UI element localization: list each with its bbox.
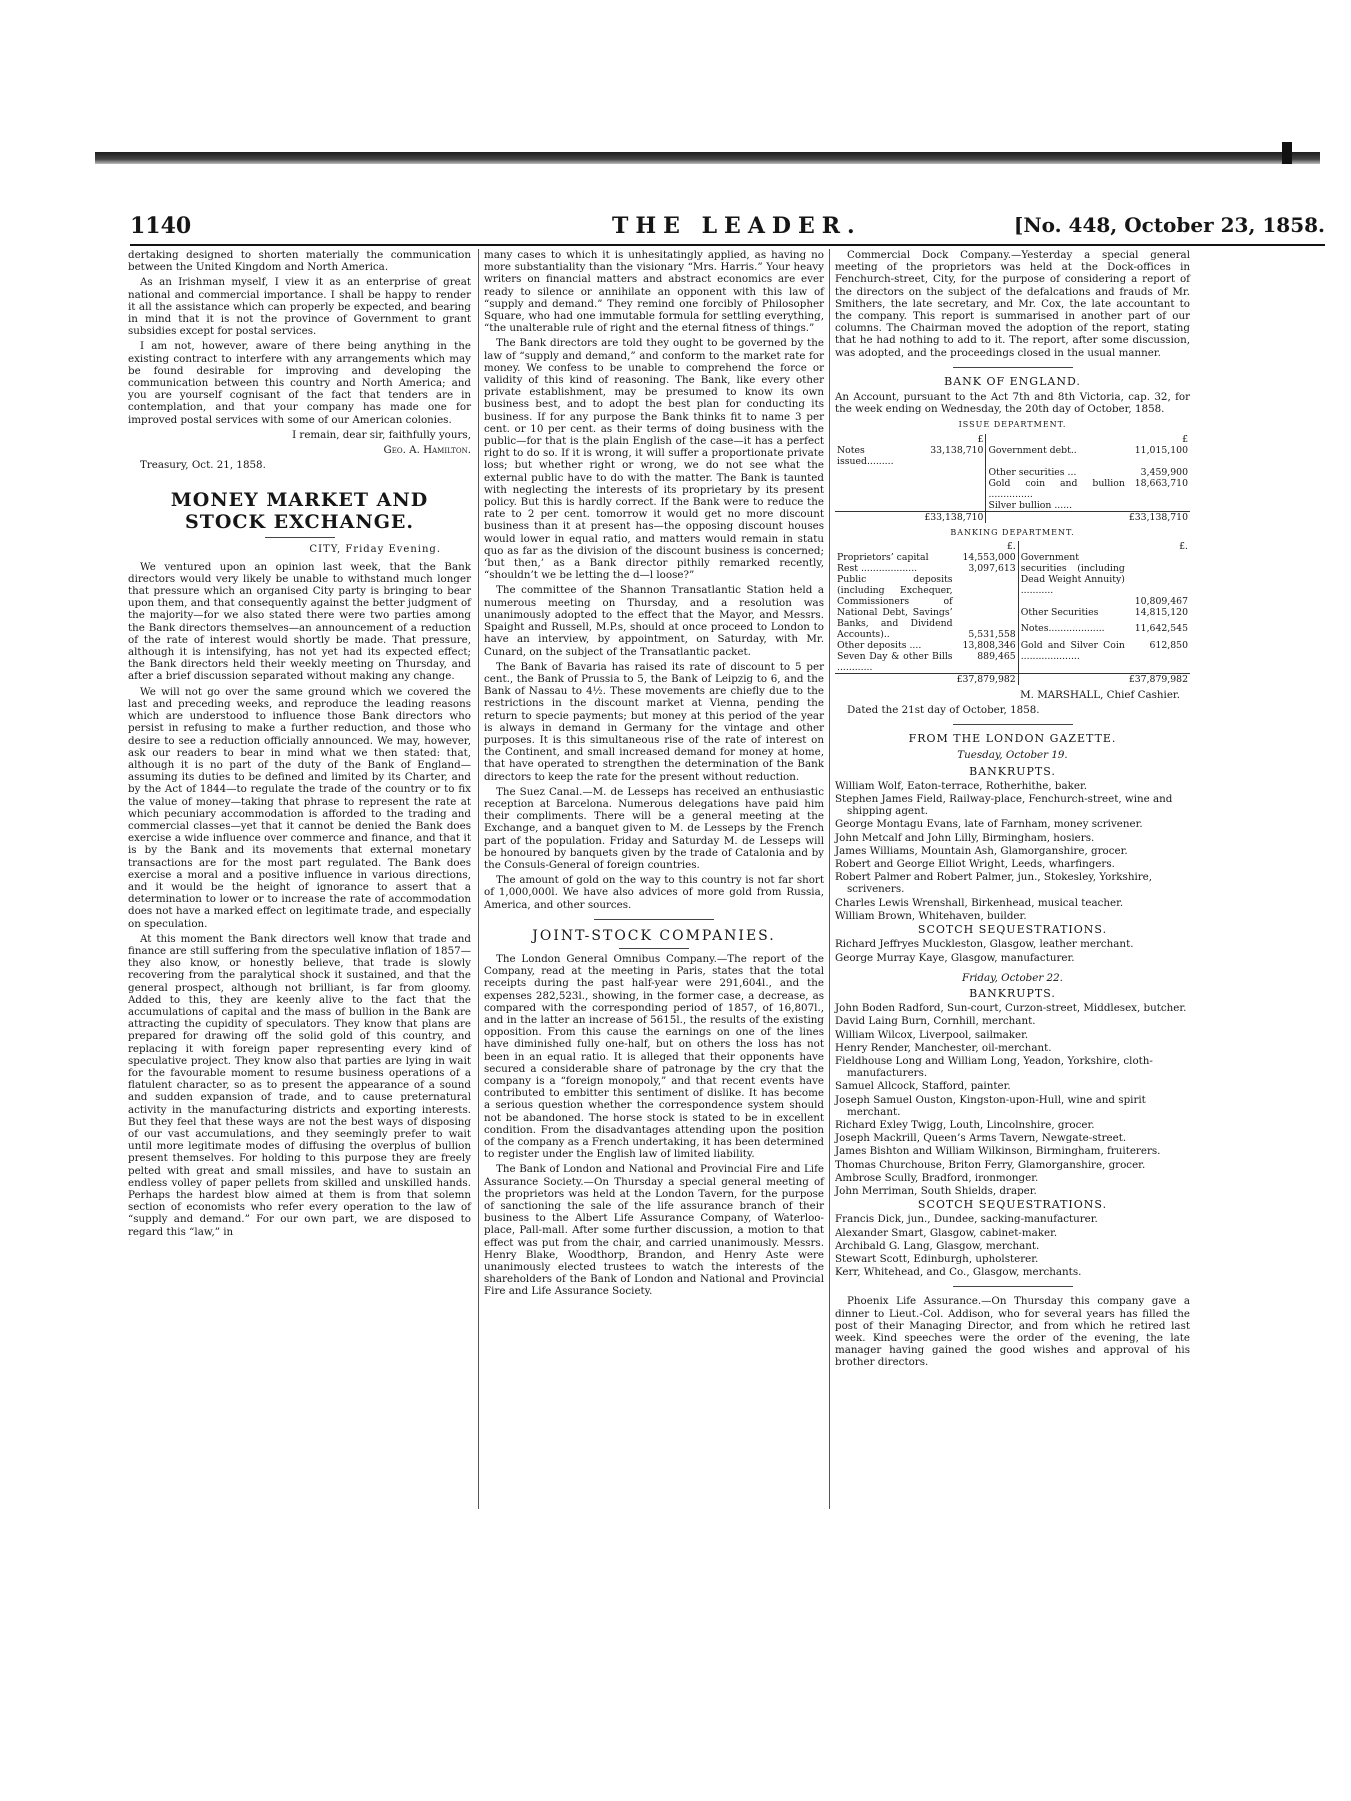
chief-cashier: M. MARSHALL, Chief Cashier. bbox=[1020, 688, 1180, 701]
scotch-heading: SCOTCH SEQUESTRATIONS. bbox=[917, 1198, 1108, 1212]
banking-left-value: 13,808,346 bbox=[962, 639, 1016, 651]
banking-left-label: Proprietors’ capital bbox=[837, 551, 929, 563]
news-paragraph: The committee of the Shannon Transatlantic Station held a numerous meeting on Thursday, and a resolution was unanimously adopted to the effect that the Mayor, and Messrs. Spaight and Russell, M.P.s, should at once proceed to London to have an interview, by appointment, on Saturday, with Mr. Cunard, on the subject of the Transatlantic packet. bbox=[484, 584, 824, 658]
banking-right-label: Government securities (including Dead Weight Annuity) ........... bbox=[1018, 552, 1127, 607]
top-rule bbox=[95, 152, 1320, 164]
banking-right-label: Gold and Silver Coin .................... bbox=[1018, 640, 1127, 674]
list-item: Richard Exley Twigg, Louth, Lincolnshire, grocer. bbox=[835, 1118, 1095, 1131]
currency-symbol: £. bbox=[1179, 540, 1188, 552]
tuesday-bankrupts-list bbox=[835, 780, 1190, 922]
list-item: Robert Palmer and Robert Palmer, jun., Stokesley, Yorkshire, scriveners. bbox=[835, 871, 1153, 896]
section-rule bbox=[265, 537, 335, 538]
section-rule bbox=[953, 1286, 1073, 1287]
letter-date: Treasury, Oct. 21, 1858. bbox=[140, 459, 266, 472]
list-item: Richard Jeffryes Muckleston, Glasgow, leather merchant. bbox=[835, 938, 1134, 951]
letter-closing: I remain, dear sir, faithfully yours, bbox=[292, 428, 471, 441]
list-item: John Merriman, South Shields, draper. bbox=[835, 1184, 1037, 1197]
section-rule bbox=[953, 367, 1073, 368]
issue-row-value: 3,459,900 bbox=[1140, 466, 1188, 478]
list-item: George Murray Kaye, Glasgow, manufacturer. bbox=[835, 951, 1075, 964]
list-item: James Bishton and William Wilkinson, Birmingham, fruiterers. bbox=[835, 1145, 1161, 1158]
city-dateline: CITY, Friday Evening. bbox=[309, 544, 441, 556]
list-item: John Metcalf and John Lilly, Birmingham, hosiers. bbox=[835, 831, 1095, 844]
banking-left-value: 889,465 bbox=[977, 650, 1016, 662]
friday-scotch-list bbox=[835, 1213, 1190, 1278]
friday-bankrupts-list bbox=[835, 1002, 1190, 1197]
tuesday-date: Tuesday, October 19. bbox=[957, 749, 1068, 762]
banking-left-value: 3,097,613 bbox=[968, 562, 1016, 574]
money-paragraph: We will not go over the same ground which we covered the last and preceding weeks, and reproduce the leading reasons which are understood to influence those Bank directors who persist in refusing to make a further reduction, and those who desire to see a reduction officially announced. We may, however, ask our readers to bear in mind what we then stated: that, although it is no part of the duty of the Bank of England—assuming its duties to be defined and limited by its Charter, and by the Act of 1844—to regulate the trade of the country or to fix the value of money—taking that phrase to represent the rate at which pecuniary accommodation is afforded to the trading and commercial classes—yet that it cannot be denied the Bank does exercise a wide influence over commerce and finance, and that it is by the Bank and its movements that external monetary transactions are for the most part regulated. The Bank does exercise a moral and a positive influence in various directions, and it would be the height of ignorance to assert that a determination to lower or to increase the rate of accommodation does not have a marked effect on legitimate trade, and especially on speculation. bbox=[128, 685, 471, 930]
banking-department-table bbox=[835, 541, 1190, 685]
money-paragraph: We ventured upon an opinion last week, that the Bank directors would very likely be unable to withstand much longer that pressure which an organised City party is bringing to bear upon them, and that consequently against the better judgment of the majority—for we also stated there were two parties among the Bank directors themselves—an announcement of a reduction of the rate of interest would shortly be made. That pressure, although it is intensifying, has not yet had its expected effect; the Bank directors held their weekly meeting on Thursday, and after a brief discussion separated without making any change. bbox=[128, 560, 471, 683]
banking-right-value: 612,850 bbox=[1149, 639, 1188, 651]
column-3 bbox=[835, 249, 1190, 1372]
list-item: Archibald G. Lang, Glasgow, merchant. bbox=[835, 1239, 1040, 1252]
news-paragraph: The amount of gold on the way to this country is not far short of 1,000,000l. We have also advices of more gold from Russia, America, and other sources. bbox=[484, 874, 824, 911]
issue-row-label: Government debt.. bbox=[986, 445, 1127, 467]
issue-total-left: £33,138,710 bbox=[922, 511, 986, 523]
list-item: Alexander Smart, Glasgow, cabinet-maker. bbox=[835, 1226, 1058, 1239]
section-rule bbox=[594, 919, 714, 920]
issue-row-label: Gold coin and bullion ............... bbox=[986, 478, 1127, 500]
bank-of-england-heading: BANK OF ENGLAND. bbox=[944, 374, 1081, 388]
issue-total-right: £33,138,710 bbox=[1127, 511, 1190, 523]
scotch-heading: SCOTCH SEQUESTRATIONS. bbox=[917, 923, 1108, 937]
issue-row-value bbox=[1127, 500, 1190, 512]
banking-right-label: Other Securities bbox=[1018, 607, 1127, 624]
list-item: William Wolf, Eaton-terrace, Rotherhithe, baker. bbox=[835, 779, 1088, 792]
issue-info: [No. 448, October 23, 1858. bbox=[1013, 213, 1325, 237]
list-item: Robert and George Elliot Wright, Leeds, wharfingers. bbox=[835, 858, 1115, 871]
letter-paragraph: dertaking designed to shorten materially the communication between the United Kingdom and North America. bbox=[128, 249, 471, 274]
dock-company-paragraph: Commercial Dock Company.—Yesterday a special general meeting of the proprietors was held at the Dock-offices in Fenchurch-street, City, for the purpose of considering a report of the directors on the subject of the defalcations and frauds of Mr. Smithers, the late secretary, and Mr. Cox, the late accountant to the company. This report is summarised in another part of our columns. The Chairman moved the adoption of the report, stating that he had nothing to add to it. The report, after some discussion, was adopted, and the proceedings closed in the usual manner. bbox=[835, 249, 1190, 359]
banking-left-value: 14,553,000 bbox=[962, 551, 1016, 563]
list-item: Joseph Mackrill, Queen’s Arms Tavern, Newgate-street. bbox=[835, 1132, 1127, 1145]
phoenix-paragraph: Phoenix Life Assurance.—On Thursday this company gave a dinner to Lieut.-Col. Addison, who for several years has filled the post of their Managing Director, and from which he retired last week. Kind speeches were the order of the evening, the late manager having gained the good wishes and approval of his brother directors. bbox=[835, 1295, 1190, 1369]
money-paragraph: many cases to which it is unhesitatingly applied, as having no more substantiality than the visionary “Mrs. Harris.” Your heavy writers on financial matters and abstract economics are ever ready to silence or annihilate an opponent with this law of “supply and demand.” They remind one forcibly of Philosopher Square, who had one immutable formula for settling everything, “the unalterable rule of right and the eternal fitness of things.” bbox=[484, 249, 824, 335]
banking-left-value: 5,531,558 bbox=[968, 628, 1016, 640]
column-1 bbox=[128, 249, 471, 1241]
list-item: Henry Render, Manchester, oil-merchant. bbox=[835, 1041, 1052, 1054]
banking-left-label: Other deposits .... bbox=[837, 639, 922, 651]
banking-total-left: £37,879,982 bbox=[955, 673, 1019, 685]
list-item: Thomas Churchouse, Briton Ferry, Glamorganshire, grocer. bbox=[835, 1158, 1146, 1171]
section-rule bbox=[619, 948, 689, 949]
issue-row-label: Other securities ... bbox=[986, 467, 1127, 478]
list-item: James Williams, Mountain Ash, Glamorganshire, grocer. bbox=[835, 844, 1128, 857]
letter-paragraph: As an Irishman myself, I view it as an enterprise of great national and commercial importance. I shall be happy to render it all the assistance which can properly be expected, and bearing in mind that it is not the province of Government to grant subsidies except for postal services. bbox=[128, 276, 471, 338]
list-item: Francis Dick, jun., Dundee, sacking-manufacturer. bbox=[835, 1213, 1098, 1226]
list-item: David Laing Burn, Cornhill, merchant. bbox=[835, 1015, 1036, 1028]
list-item: George Montagu Evans, late of Farnham, money scrivener. bbox=[835, 818, 1143, 831]
news-paragraph: The Suez Canal.—M. de Lesseps has received an enthusiastic reception at Barcelona. Numerous delegations have paid him their compliments. There will be a general meeting at the Exchange, and a banquet given to M. de Lesseps by the French part of the population. Friday and Saturday M. de Lesseps will be honoured by banquets given by the trade of Catalonia and by the Consuls-General of foreign countries. bbox=[484, 785, 824, 871]
currency-symbol: £ bbox=[977, 433, 984, 445]
list-item: Ambrose Scully, Bradford, ironmonger. bbox=[835, 1171, 1039, 1184]
banking-department-heading: BANKING DEPARTMENT. bbox=[950, 527, 1075, 537]
banking-left-label: Public deposits (including Exchequer, Commissioners of National Debt, Savings’ Banks, and Dividend Accounts).. bbox=[837, 573, 953, 640]
list-item: Stewart Scott, Edinburgh, upholsterer. bbox=[835, 1252, 1039, 1265]
money-paragraph: At this moment the Bank directors well know that trade and finance are still suffering from the speculative inflation of 1857—they also know, or honestly believe, that trade is slowly recovering from the paralytical shock it sustained, and that the general prospect, although not brilliant, is far from gloomy. Added to this, they are keenly alive to the fact that the accumulations of capital and the mass of bullion in the Bank are attracting the cupidity of speculators. They know that plans are prepared for drawing off the solid gold of this country, and replacing it with foreign paper representing every kind of speculative project. They know also that parties are lying in wait for the favourable moment to resume business operations of a flatulent character, so as to present the appearance of a sound and sudden expansion of trade, and to cause preternatural activity in the manufacturing districts and exporting interests. But they feel that these ways are not the best ways of disposing of our vast accumulations, and they seemingly prefer to wait until more legitimate modes of diffusing the overplus of bullion present themselves. For holding to this purpose they are freely pelted with great and small missiles, and have to sustain an endless volley of paper pellets from skilled and unskilled hands. Perhaps the hardest blow aimed at them is from that solemn section of economists who refer every operation to the law of “supply and demand.” For our own part, we are disposed to regard this “law,” in bbox=[128, 932, 471, 1238]
masthead-rule bbox=[130, 244, 1325, 246]
letter-paragraph: I am not, however, aware of there being anything in the existing contract to interfere with any arrangements which may be found desirable for improving and developing the communication between this country and North America; and you are yourself cognisant of the fact that tenders are in contemplation, and that your company has made one for improved postal services with some of our American colonies. bbox=[128, 340, 471, 426]
money-market-heading: MONEY MARKET AND STOCK EXCHANGE. bbox=[170, 489, 429, 534]
friday-date: Friday, October 22. bbox=[962, 971, 1063, 984]
banking-left-label: Seven Day & other Bills ............ bbox=[837, 650, 953, 673]
letter-signature: Geo. A. Hamilton. bbox=[383, 444, 471, 457]
gazette-heading: FROM THE LONDON GAZETTE. bbox=[908, 732, 1117, 746]
issue-department-table bbox=[835, 434, 1190, 523]
notes-issued-value: 33,138,710 bbox=[930, 444, 984, 456]
bank-intro: An Account, pursuant to the Act 7th and 8th Victoria, cap. 32, for the week ending on Wednesday, the 20th day of October, 1858. bbox=[835, 391, 1190, 416]
list-item: William Brown, Whitehaven, builder. bbox=[835, 909, 1027, 922]
issue-row-value: 11,015,100 bbox=[1134, 444, 1188, 456]
joint-stock-paragraph: The London General Omnibus Company.—The report of the Company, read at the meeting in Paris, states that the total receipts during the past half-year were 291,604l., and the expenses 282,523l., showing, in the former case, a decrease, as compared with the corresponding period of 1857, of 16,807l., and in the latter an increase of 5615l., the results of the existing opposition. From this cause the earnings on one of the lines have diminished fully one-half, but on others the loss has not been in an equal ratio. It is alleged that their opponents have secured a considerable share of patronage by the cry that the company is a “foreign monopoly,” and that recent events have contributed to embitter this sentiment of dislike. It has become a serious question whether the correspondence system should not be abandoned. The horse stock is stated to be in excellent condition. From the disadvantages attending upon the position of the company as a French undertaking, it has been determined to register under the English law of limited liability. bbox=[484, 952, 824, 1161]
banking-total-right: £37,879,982 bbox=[1127, 673, 1190, 685]
list-item: John Boden Radford, Sun-court, Curzon-street, Middlesex, butcher. bbox=[835, 1002, 1187, 1015]
banking-right-value: 10,809,467 bbox=[1134, 595, 1188, 607]
banking-right-value: 11,642,545 bbox=[1134, 623, 1188, 635]
list-item: Joseph Samuel Ouston, Kingston-upon-Hull, wine and spirit merchant. bbox=[835, 1093, 1146, 1118]
list-item: William Wilcox, Liverpool, sailmaker. bbox=[835, 1028, 1029, 1041]
money-paragraph: The Bank directors are told they ought to be governed by the law of “supply and demand,” and conform to the market rate for money. We confess to be unable to comprehend the force or validity of this kind of reasoning. The Bank, like every other private establishment, may be presumed to know its own business best, and to adopt the best plan for conducting its business. If for any purpose the Bank thinks fit to name 3 per cent. or 10 per cent. as their terms of doing business with the public—for that is the plain English of the case—it has a perfect right to do so. If it is wrong, it will suffer a proportionate private loss; but whether right or wrong, we do not see what the external public have to do with the matter. The Bank is taunted with neglecting the interests of its proprietary by its present policy. But this is hardly correct. If the Bank were to reduce the rate to 2 per cent. tomorrow it would get no more discount business than it at present has—the opposing discount houses would lower in equal ratio, and matters would remain in statu quo as far as the division of the discount business is concerned; ‘but then,’ as a Bank director pithily remarked recently, “shouldn’t we be letting the d—l loose?” bbox=[484, 337, 824, 582]
banking-left-label: Rest ................... bbox=[837, 562, 918, 574]
section-rule bbox=[953, 724, 1073, 725]
currency-symbol: £. bbox=[1006, 540, 1016, 552]
banking-right-value: 14,815,120 bbox=[1134, 606, 1188, 618]
tuesday-scotch-list bbox=[835, 938, 1190, 963]
issue-row-value: 18,663,710 bbox=[1134, 477, 1188, 489]
bankrupts-heading: BANKRUPTS. bbox=[969, 764, 1056, 778]
notes-issued-label: Notes issued......... bbox=[837, 444, 894, 467]
banking-right-label: Notes................... bbox=[1018, 623, 1127, 640]
bank-dated: Dated the 21st day of October, 1858. bbox=[847, 704, 1040, 717]
column-divider bbox=[829, 249, 830, 1509]
news-paragraph: The Bank of Bavaria has raised its rate of discount to 5 per cent., the Bank of Prussia to 5, the Bank of Leipzig to 6, and the Bank of Nassau to 4½. These movements are chiefly due to the restrictions in the discount market at Vienna, pending the return to specie payments; but money at this period of the year is always in demand in Germany for the vintage and other purposes. It is this simultaneous rise of the rate of interest on the Continent, and small increased demand for money at home, that have operated to strengthen the determination of the Bank directors to keep the rate for the present without reduction. bbox=[484, 660, 824, 783]
list-item: Stephen James Field, Railway-place, Fenchurch-street, wine and shipping agent. bbox=[835, 793, 1173, 818]
list-item: Charles Lewis Wrenshall, Birkenhead, musical teacher. bbox=[835, 896, 1124, 909]
list-item: Fieldhouse Long and William Long, Yeadon, Yorkshire, cloth-manufacturers. bbox=[835, 1054, 1153, 1080]
joint-stock-heading: JOINT-STOCK COMPANIES. bbox=[532, 927, 776, 944]
joint-stock-paragraph: The Bank of London and National and Provincial Fire and Life Assurance Society.—On Thursday a special general meeting of the proprietors was held at the London Tavern, for the purpose of sanctioning the sale of the life assurance branch of their business to the Albert Life Assurance Company, of Waterloo-place, Pall-mall. After some further discussion, a motion to that effect was put from the chair, and carried unanimously. Messrs. Henry Blake, Woodthorp, Brandon, and Henry Aste were unanimously elected trustees to watch the interests of the shareholders of the Bank of London and National and Provincial Fire and Life Assurance Society. bbox=[484, 1163, 824, 1298]
column-2 bbox=[484, 249, 824, 1301]
currency-symbol: £ bbox=[1182, 433, 1188, 445]
list-item: Samuel Allcock, Stafford, painter. bbox=[835, 1080, 1011, 1093]
page-number: 1140 bbox=[130, 213, 192, 239]
issue-row-label: Silver bullion ...... bbox=[986, 500, 1127, 512]
column-divider bbox=[478, 249, 479, 1509]
masthead bbox=[100, 213, 1325, 243]
issue-department-heading: ISSUE DEPARTMENT. bbox=[958, 420, 1067, 430]
newspaper-title: THE LEADER. bbox=[612, 213, 862, 239]
list-item: Kerr, Whitehead, and Co., Glasgow, merchants. bbox=[835, 1266, 1082, 1279]
bankrupts-heading: BANKRUPTS. bbox=[969, 986, 1056, 1000]
